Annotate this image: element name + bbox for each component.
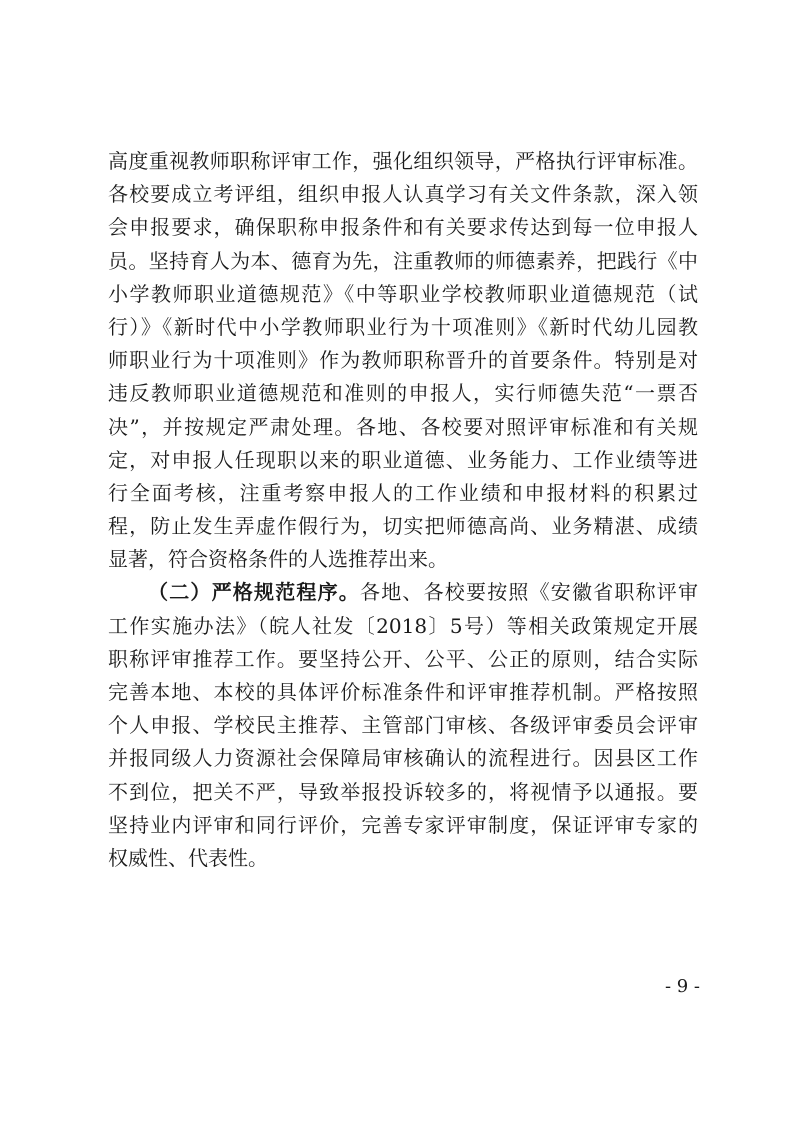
text-line: 完善本地、本校的具体评价标准条件和评审推荐机制。严格按照 [108, 680, 698, 704]
text-line: 程，防止发生弄虚作假行为，切实把师德高尚、业务精湛、成绩 [108, 514, 698, 539]
text-line: 坚持业内评审和同行评价，完善专家评审制度，保证评审专家的 [108, 812, 698, 837]
text-line: 不到位，把关不严，导致举报投诉较多的，将视情予以通报。要 [108, 779, 698, 804]
text-line: 权威性、代表性。 [108, 845, 268, 870]
text-line: 并报同级人力资源社会保障局审核确认的流程进行。因县区工作 [108, 746, 698, 771]
text-line: 定，对申报人任现职以来的职业道德、业务能力、工作业绩等进 [108, 447, 698, 472]
section2-first-line [108, 576, 698, 609]
text-line: 高度重视教师职称评审工作，强化组织领导，严格执行评审标准。 [108, 149, 698, 173]
text-line: 各校要成立考评组，组织申报人认真学习有关文件条款，深入领 [108, 182, 698, 207]
text-line: 职称评审推荐工作。要坚持公开、公平、公正的原则，结合实际 [108, 646, 698, 671]
text-line: 显著，符合资格条件的人选推荐出来。 [108, 547, 448, 572]
section2-first-line-text: 各地、各校要按照《安徽省职称评审 [360, 580, 698, 605]
text-line: 员。坚持育人为本、德育为先，注重教师的师德素养，把践行《中 [108, 248, 698, 273]
text-line: 行）》《新时代中小学教师职业行为十项准则》《新时代幼儿园教 [108, 314, 698, 339]
text-line: 工作实施办法》（皖人社发〔2018〕5号）等相关政策规定开展 [108, 613, 698, 638]
section2-heading: （二）严格规范程序。 [148, 580, 360, 605]
text-line: 违反教师职业道德规范和准则的申报人，实行师德失范“一票否 [108, 381, 698, 406]
text-line: 小学教师职业道德规范》《中等职业学校教师职业道德规范（试 [108, 281, 698, 306]
body-text [108, 145, 698, 875]
page-number: - 9 - [664, 976, 700, 997]
text-line: 会申报要求，确保职称申报条件和有关要求传达到每一位申报人 [108, 215, 698, 240]
text-line: 决”，并按规定严肃处理。各地、各校要对照评审标准和有关规 [108, 414, 698, 439]
text-line: 师职业行为十项准则》作为教师职称晋升的首要条件。特别是对 [108, 348, 698, 373]
text-line: 个人申报、学校民主推荐、主管部门审核、各级评审委员会评审 [108, 713, 698, 738]
text-line: 行全面考核，注重考察申报人的工作业绩和申报材料的积累过 [108, 480, 698, 505]
